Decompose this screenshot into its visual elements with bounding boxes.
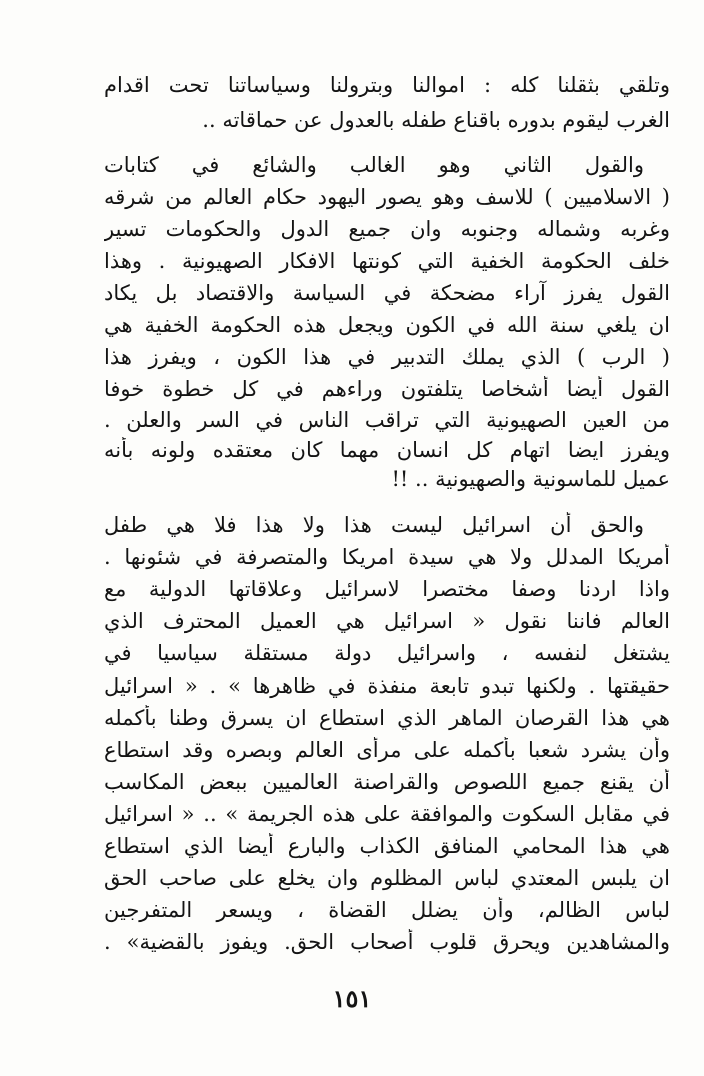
text-line: واذا اردنا وصفا مختصرا لاسرائيل وعلاقاتها الدولية مع xyxy=(104,577,670,601)
text-line: لباس الظالم، وأن يضلل القضاة ، ويسعر المتفرجين xyxy=(104,898,670,922)
text-line: ان يلغي سنة الله في الكون ويجعل هذه الحكومة الخفية هي xyxy=(104,313,670,337)
text-line: في مقابل السكوت والموافقة على هذه الجريمة » .. « اسرائيل xyxy=(104,802,670,826)
text-line: ويفرز ايضا اتهام كل انسان مهما كان معتقده ولونه بأنه xyxy=(104,438,670,462)
text-line: القول أيضا أشخاصا يتلفتون وراءهم في كل خطوة خوفا xyxy=(104,377,670,401)
text-line: العالم فاننا نقول « اسرائيل هي العميل المحترف الذي xyxy=(104,609,670,633)
text-line: هي هذا المحامي المنافق الكذاب والبارع أيضا الذي استطاع xyxy=(104,834,670,858)
text-line: وغربه وشماله وجنوبه وان جميع الدول والحكومات تسير xyxy=(104,217,670,241)
text-line: يشتغل لنفسه ، واسرائيل دولة مستقلة سياسيا في xyxy=(104,641,670,665)
page-number: ١٥١ xyxy=(332,984,372,1013)
text-line: حقيقتها . ولكنها تبدو تابعة منفذة في ظاهرها » . « اسرائيل xyxy=(104,674,670,698)
text-line: من العين الصهيونية التي تراقب الناس في السر والعلن . xyxy=(104,408,670,432)
text-line: ان يلبس المعتدي لباس المظلوم وان يخلع على صاحب الحق xyxy=(104,866,670,890)
text-line: والمشاهدين ويحرق قلوب أصحاب الحق. ويفوز بالقضية» . xyxy=(104,930,670,954)
text-line: الغرب ليقوم بدوره باقناع طفله بالعدول عن حماقاته .. xyxy=(202,108,670,132)
text-line: وأن يشرد شعبا بأكمله على مرأى العالم وبصره وقد استطاع xyxy=(104,738,670,762)
text-line: أمريكا المدلل ولا هي سيدة امريكا والمتصرفة في شئونها . xyxy=(104,545,670,569)
text-line: ( الرب ) الذي يملك التدبير في هذا الكون ، ويفرز هذا xyxy=(104,345,670,369)
text-line: ( الاسلاميين ) للاسف وهو يصور اليهود حكام العالم من شرقه xyxy=(104,185,670,209)
text-line: خلف الحكومة الخفية التي كونتها الافكار الصهيونية . وهذا xyxy=(104,249,670,273)
text-line: عميل للماسونية والصهيونية .. !! xyxy=(391,467,670,491)
text-line: والقول الثاني وهو الغالب والشائع في كتابات xyxy=(104,153,644,177)
text-line: والحق أن اسرائيل ليست هذا ولا هذا فلا هي طفل xyxy=(104,513,644,537)
text-line: وتلقي بثقلنا كله : اموالنا وبترولنا وسياساتنا تحت اقدام xyxy=(104,73,670,97)
text-line: هي هذا القرصان الماهر الذي استطاع ان يسرق وطنا بأكمله xyxy=(104,706,670,730)
text-line: أن يقنع جميع اللصوص والقراصنة العالميين ببعض المكاسب xyxy=(104,770,670,794)
text-line: القول يفرز آراء مضحكة في السياسة والاقتصاد بل يكاد xyxy=(104,281,670,305)
